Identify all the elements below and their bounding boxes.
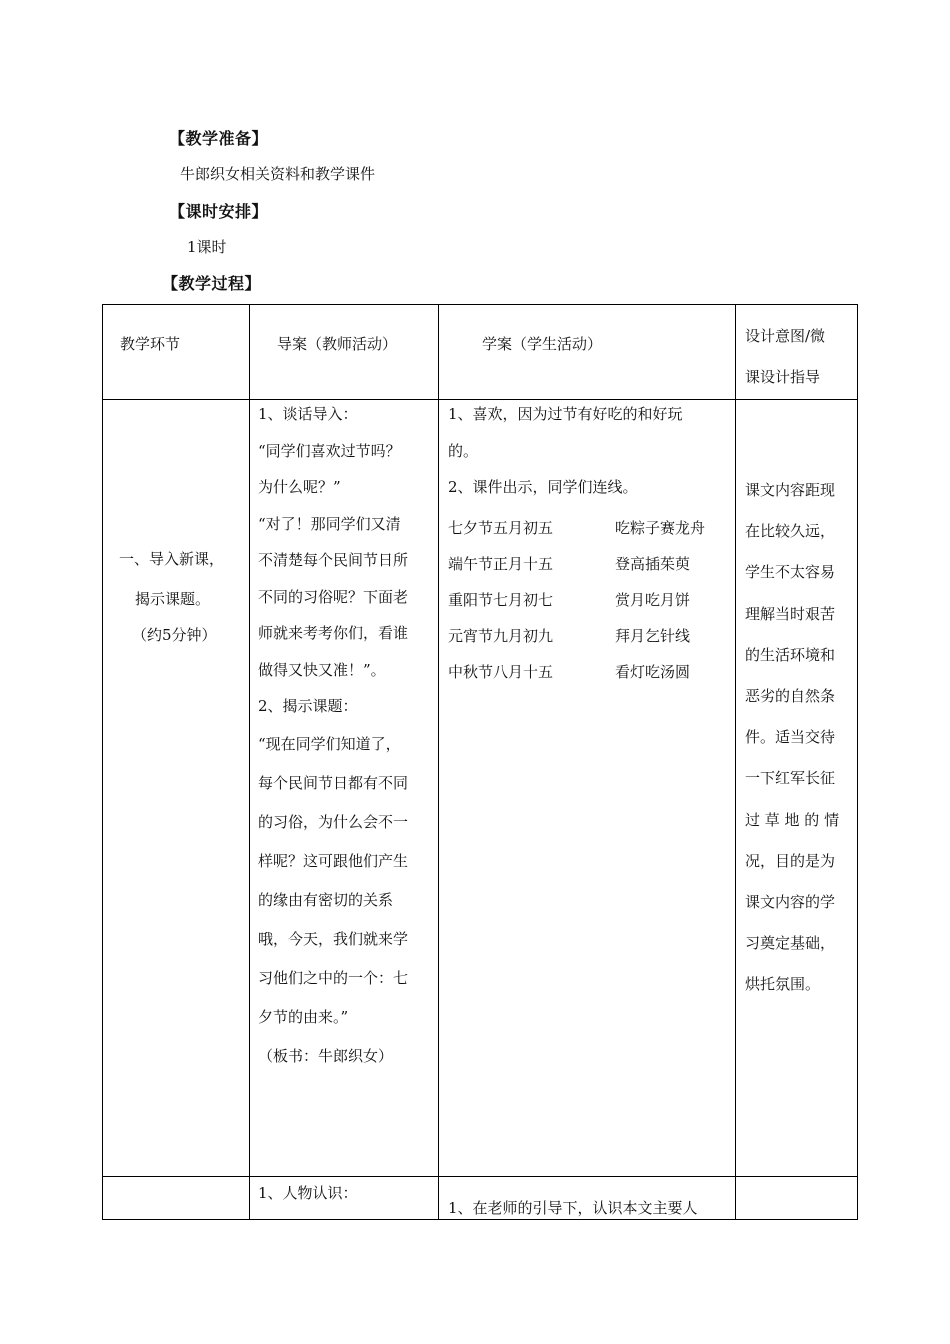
custom-item: 赏月吃月饼 [615,591,691,609]
design-line: 烘托氛围。 [745,975,821,994]
table-col-divider-3 [735,304,736,1220]
header-design-intent: 设计意图/微 [745,327,826,345]
design-line: 件。适当交待 [745,728,836,747]
teacher-line: 夕节的由来。” [258,1007,349,1026]
custom-list [615,510,705,690]
row2-teacher-text: 1、人物认识： [258,1184,358,1202]
table-row-divider [102,1176,858,1177]
teacher-line: 的习俗，为什么会不一 [258,812,409,831]
design-intent-cell [745,470,839,1006]
design-line: 过 草 地 的 情 [745,810,840,829]
design-line: 理解当时艰苦 [745,604,836,623]
time-text: 1课时 [187,238,227,256]
header-student-activity: 学案（学生活动） [482,335,603,353]
table-border-left [102,304,103,1220]
table-border-top [102,304,858,305]
table-col-divider-1 [249,304,250,1220]
table-border-bottom [102,1219,858,1220]
header-teacher-activity: 导案（教师活动） [277,335,398,353]
teacher-line: （板书：牛郎织女） [258,1046,394,1065]
teacher-line: “对了！那同学们又清 [258,514,401,533]
student-activity-cell [448,396,683,506]
design-line: 学生不太容易 [745,563,836,582]
process-heading: 【教学过程】 [162,274,262,293]
festival-list [448,510,553,690]
design-line: 课文内容的学 [745,893,836,912]
teacher-line: “现在同学们知道了， [258,734,401,753]
festival-item: 重阳节七月初七 [448,591,554,609]
teacher-line: 不清楚每个民间节日所 [258,551,409,569]
teacher-line: 为什么呢？” [258,478,341,496]
teacher-line: 师就来考考你们，看谁 [258,624,409,642]
stage-text-line: 揭示课题。 [135,590,211,608]
festival-item: 中秋节八月十五 [448,663,554,681]
prep-heading: 【教学准备】 [169,129,269,148]
table-col-divider-2 [438,304,439,1220]
teacher-line: 每个民间节日都有不同 [258,773,409,792]
custom-item: 拜月乞针线 [615,627,691,645]
festival-item: 元宵节九月初九 [448,627,554,645]
student-line: 的。 [448,441,479,460]
teacher-line: 不同的习俗呢？下面老 [258,587,409,606]
teacher-line: 习他们之中的一个：七 [258,968,409,987]
festival-item: 端午节正月十五 [448,555,554,573]
custom-item: 看灯吃汤圆 [615,663,691,681]
custom-item: 登高插茱萸 [615,555,691,573]
teacher-line: 样呢？这可跟他们产生 [258,851,409,870]
header-design-intent-line2: 课设计指导 [745,368,821,386]
design-line: 课文内容距现 [745,481,836,499]
teacher-line: 2、揭示课题： [258,697,358,715]
time-heading: 【课时安排】 [169,202,269,221]
design-line: 习奠定基础， [745,934,836,953]
design-line: 在比较久远， [745,522,836,541]
table-border-right [857,304,858,1220]
teacher-line: “同学们喜欢过节吗？ [258,441,401,460]
design-line: 恶劣的自然条 [745,687,836,706]
teacher-activity-cell [258,396,408,1076]
teacher-line: 哦，今天，我们就来学 [258,929,409,948]
stage-text-line: 一、导入新课， [119,550,225,568]
teacher-line: 1、谈话导入： [258,405,358,423]
stage-text-line: （约5分钟） [132,626,217,644]
design-line: 一下红军长征 [745,769,836,788]
header-stage: 教学环节 [120,335,181,353]
student-line: 2、课件出示，同学们连线。 [448,478,638,496]
design-line: 况，目的是为 [745,851,836,870]
teacher-line: 做得又快又准！”。 [258,660,386,679]
prep-text: 牛郎织女相关资料和教学课件 [180,165,376,183]
student-line: 1、喜欢，因为过节有好吃的和好玩 [448,405,683,423]
design-line: 的生活环境和 [745,645,836,664]
row2-student-text: 1、在老师的引导下，认识本文主要人 [448,1199,698,1217]
custom-item: 吃粽子赛龙舟 [615,519,706,537]
teacher-line: 的缘由有密切的关系 [258,890,394,909]
festival-item: 七夕节五月初五 [448,519,554,537]
